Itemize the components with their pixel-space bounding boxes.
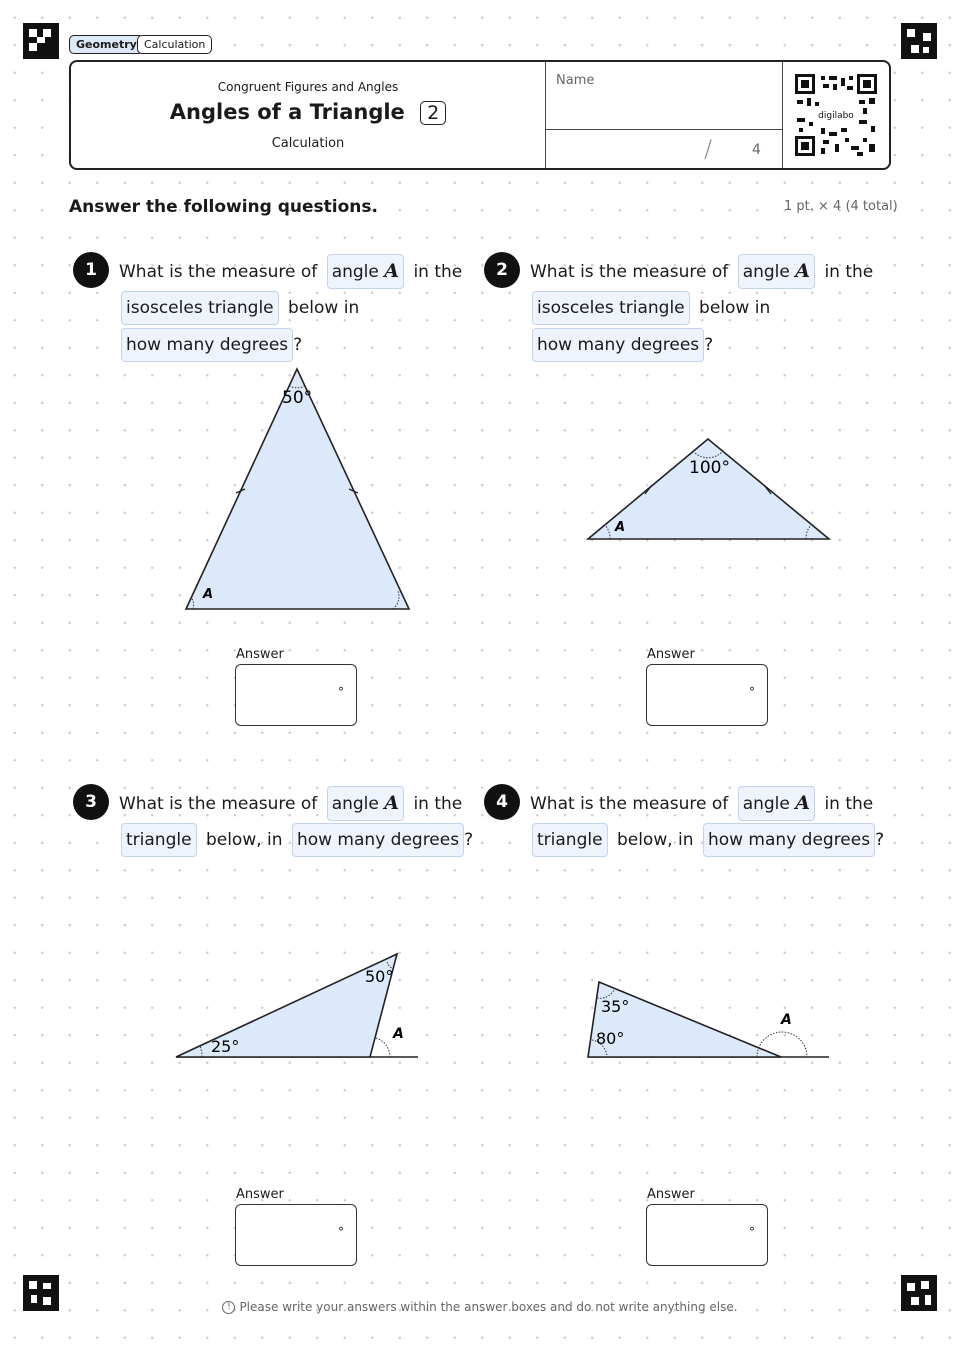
keyword-triangle: triangle [532, 823, 608, 857]
angle-label-50: 50° [282, 388, 313, 408]
keyword-text: angle [742, 262, 790, 282]
question-mark: ? [704, 335, 714, 355]
question-text: What is the measure of [530, 262, 729, 282]
worksheet-category: Calculation [271, 136, 345, 151]
triangle-shape [176, 954, 397, 1057]
angle-label-a: A [781, 1012, 792, 1028]
question-mark: ? [464, 830, 474, 850]
keyword-how-many-degrees: how many degrees [292, 823, 464, 857]
variable-a: A [384, 260, 400, 282]
question-3-line-2 [121, 823, 473, 857]
degree-unit: ° [338, 1225, 344, 1239]
question-text: What is the measure of [119, 794, 318, 814]
figure-4-triangle [480, 900, 880, 1100]
keyword-triangle: triangle [121, 823, 197, 857]
tag-calculation: Calculation [137, 35, 212, 54]
question-mark: ? [293, 335, 303, 355]
question-text: What is the measure of [119, 262, 318, 282]
answer-label-1: Answer [236, 647, 284, 662]
question-number-2: 2 [484, 252, 520, 288]
svg-text:digilabo: digilabo [818, 111, 854, 121]
angle-label-a: A [203, 587, 214, 602]
question-4-line-1 [530, 786, 873, 821]
answer-box-4[interactable] [646, 1204, 768, 1266]
question-mark: ? [875, 830, 885, 850]
angle-label-a: A [615, 520, 626, 535]
question-number-1: 1 [73, 252, 109, 288]
variable-a: A [384, 792, 400, 814]
angle-label-80: 80° [596, 1029, 625, 1048]
angle-label-35: 35° [601, 997, 630, 1016]
question-text: below, in [205, 830, 283, 850]
question-number-4: 4 [484, 784, 520, 820]
answer-label-4: Answer [647, 1187, 695, 1202]
degree-unit: ° [749, 685, 755, 699]
angle-label-a: A [393, 1026, 404, 1042]
answer-label-3: Answer [236, 1187, 284, 1202]
degree-unit: ° [749, 1225, 755, 1239]
question-text: in the [413, 794, 463, 814]
answer-box-1[interactable] [235, 664, 357, 726]
angle-label-50: 50° [365, 967, 394, 986]
answer-label-2: Answer [647, 647, 695, 662]
keyword-how-many-degrees: how many degrees [121, 328, 293, 362]
name-label: Name [556, 73, 595, 88]
figure-2-isosceles-triangle [480, 0, 880, 640]
question-4-line-2 [532, 823, 884, 857]
question-text: What is the measure of [530, 794, 729, 814]
question-text: in the [413, 262, 463, 282]
keyword-angle [327, 786, 404, 821]
worksheet-subtitle: Congruent Figures and Angles [217, 80, 399, 94]
keyword-isosceles-triangle: isosceles triangle [532, 291, 690, 325]
footer-text: Please write your answers within the answer boxes and do not write anything else. [239, 1300, 738, 1314]
score-total: 4 [752, 142, 761, 158]
keyword-how-many-degrees: how many degrees [532, 328, 704, 362]
answer-box-3[interactable] [235, 1204, 357, 1266]
points-info: 1 pt. × 4 (4 total) [784, 199, 898, 214]
worksheet-number: 2 [420, 101, 446, 125]
variable-a: A [795, 260, 811, 282]
keyword-text: angle [331, 794, 379, 814]
keyword-isosceles-triangle: isosceles triangle [121, 291, 279, 325]
corner-marker-top-right [901, 23, 937, 59]
footer-note [0, 1300, 960, 1314]
question-text: below in [699, 298, 771, 318]
angle-label-25: 25° [211, 1037, 240, 1056]
degree-unit: ° [338, 685, 344, 699]
worksheet-title: Angles of a Triangle [169, 100, 405, 124]
angle-label-100: 100° [689, 458, 730, 478]
question-number-3: 3 [73, 784, 109, 820]
keyword-how-many-degrees: how many degrees [703, 823, 875, 857]
question-text: in the [824, 262, 874, 282]
answer-box-2[interactable] [646, 664, 768, 726]
keyword-text: angle [331, 262, 379, 282]
figure-3-triangle [0, 900, 480, 1100]
question-3-line-1 [119, 786, 462, 821]
instructions: Answer the following questions. [69, 197, 378, 217]
score-slash: / [704, 135, 713, 163]
info-icon: ! [222, 1301, 235, 1314]
question-text: below, in [616, 830, 694, 850]
question-text: in the [824, 794, 874, 814]
variable-a: A [795, 792, 811, 814]
keyword-text: angle [742, 794, 790, 814]
tag-geometry: Geometry [69, 35, 144, 54]
keyword-angle [738, 786, 815, 821]
question-text: below in [288, 298, 360, 318]
figure-1-isosceles-triangle [0, 0, 480, 640]
